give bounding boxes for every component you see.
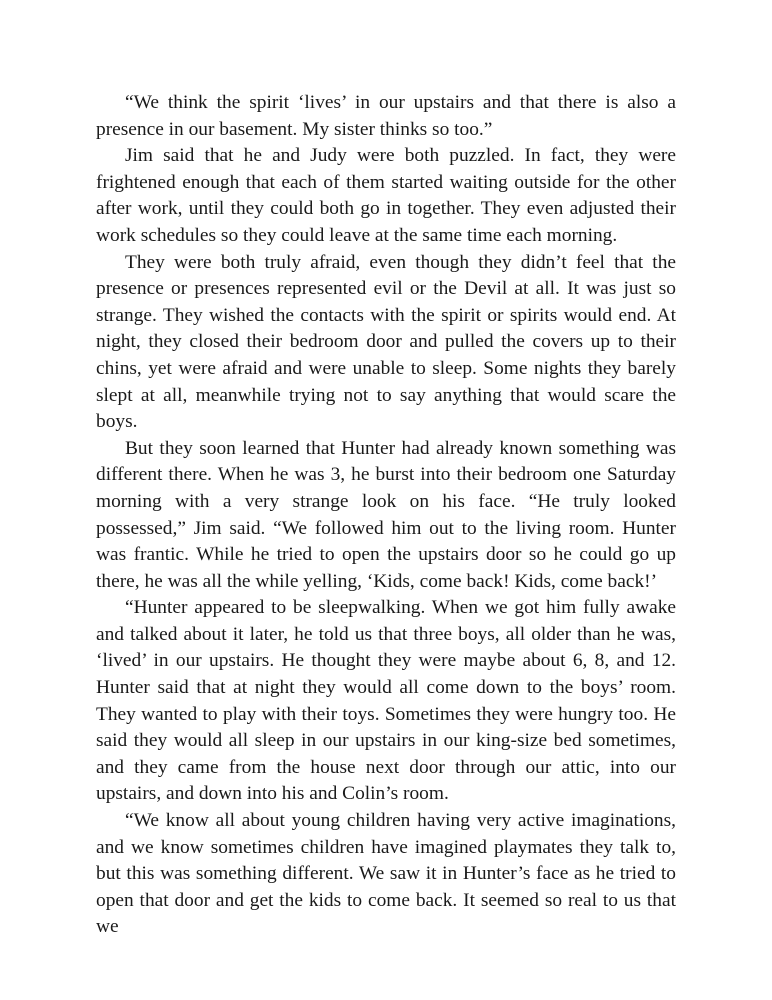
paragraph: “We know all about young children having very active imaginations, and we know sometimes children have imagined playmates they talk to, but this was something different. We saw it in Hunter’s face as he tried to open that door and get the kids to come back. It seemed so real to us that we [96,810,676,938]
paragraph: Jim said that he and Judy were both puzzled. In fact, they were frightened enough that each of them started waiting outside for the other after work, until they could both go in together. They even adjusted their work schedules so they could leave at the same time each morning. [96,145,676,246]
paragraph: “We think the spirit ‘lives’ in our upstairs and that there is also a presence in our basement. My sister thinks so too.” [96,92,676,140]
paragraph: “Hunter appeared to be sleepwalking. When we got him fully awake and talked about it later, he told us that three boys, all older than he was, ‘lived’ in our upstairs. He thought they were maybe about 6, 8, and 12. Hunter said that at night they would all come down to the boys’ room. They wanted to play with their toys. Sometimes they were hungry too. He said they would all sleep in our upstairs in our king-size bed sometimes, and they came from the house next door through our attic, into our upstairs, and down into his and Colin’s room. [96,597,676,805]
page-body [96,90,676,941]
paragraph: They were both truly afraid, even though they didn’t feel that the presence or presences represented evil or the Devil at all. It was just so strange. They wished the contacts with the spirit or spirits would end. At night, they closed their bedroom door and pulled the covers up to their chins, yet were afraid and were unable to sleep. Some nights they barely slept at all, meanwhile trying not to say anything that would scare the boys. [96,251,676,433]
paragraph: But they soon learned that Hunter had already known something was different there. When he was 3, he burst into their bedroom one Saturday morning with a very strange look on his face. “He truly looked possessed,” Jim said. “We followed him out to the living room. Hunter was frantic. While he tried to open the upstairs door so he could go up there, he was all the while yelling, ‘Kids, come back! Kids, come back!’ [96,437,676,592]
